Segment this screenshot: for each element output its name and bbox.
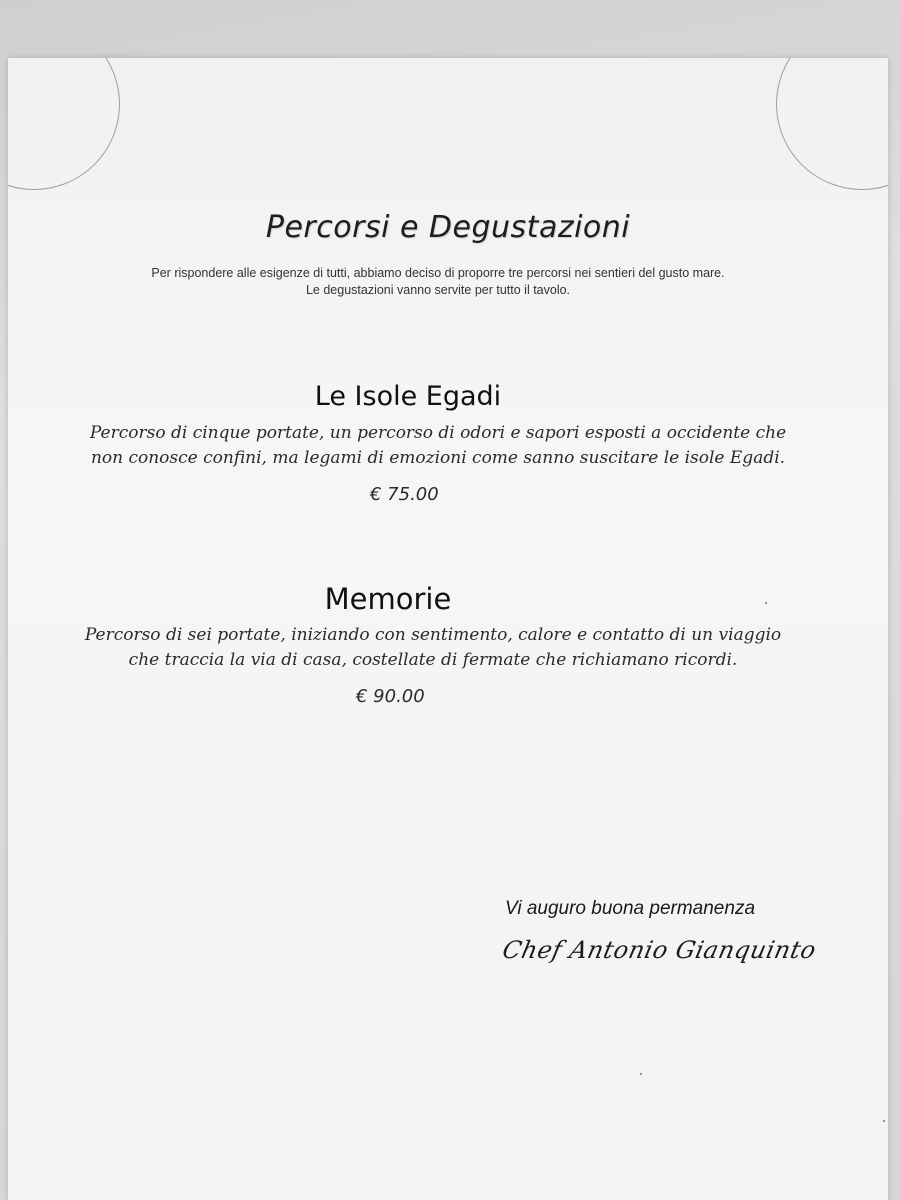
page-title: Percorsi e Degustazioni xyxy=(265,210,631,245)
description-line-1: Percorso di sei portate, iniziando con sentimento, calore e contatto di un viaggio xyxy=(84,625,782,645)
intro-line-1: Per rispondere alle esigenze di tutti, abbiamo deciso di proporre tre percorsi nei sentieri del gusto mare. xyxy=(151,266,725,280)
price-memorie: € 90.00 xyxy=(356,686,425,707)
paper-speck xyxy=(883,1120,885,1122)
paper-speck xyxy=(765,602,767,604)
closing-greeting: Vi auguro buona permanenza xyxy=(505,898,756,919)
paper-speck xyxy=(640,1073,642,1075)
chef-signature: Chef Antonio Gianquinto xyxy=(500,936,819,964)
menu-content xyxy=(8,58,888,1200)
description-line-2: che traccia la via di casa, costellate di fermate che richiamano ricordi. xyxy=(128,650,738,670)
price-isole-egadi: € 75.00 xyxy=(370,484,439,505)
description-line-2: non conosce confini, ma legami di emozioni come sanno suscitare le isole Egadi. xyxy=(90,448,786,468)
menu-page xyxy=(8,58,888,1200)
section-description-isole-egadi xyxy=(8,421,868,471)
intro-line-2: Le degustazioni vanno servite per tutto il tavolo. xyxy=(305,283,571,297)
section-title-isole-egadi: Le Isole Egadi xyxy=(314,381,502,412)
description-line-1: Percorso di cinque portate, un percorso di odori e sapori esposti a occidente che xyxy=(89,423,787,443)
intro-text xyxy=(8,265,868,299)
section-title-memorie: Memorie xyxy=(324,582,452,616)
section-description-memorie xyxy=(8,623,858,673)
